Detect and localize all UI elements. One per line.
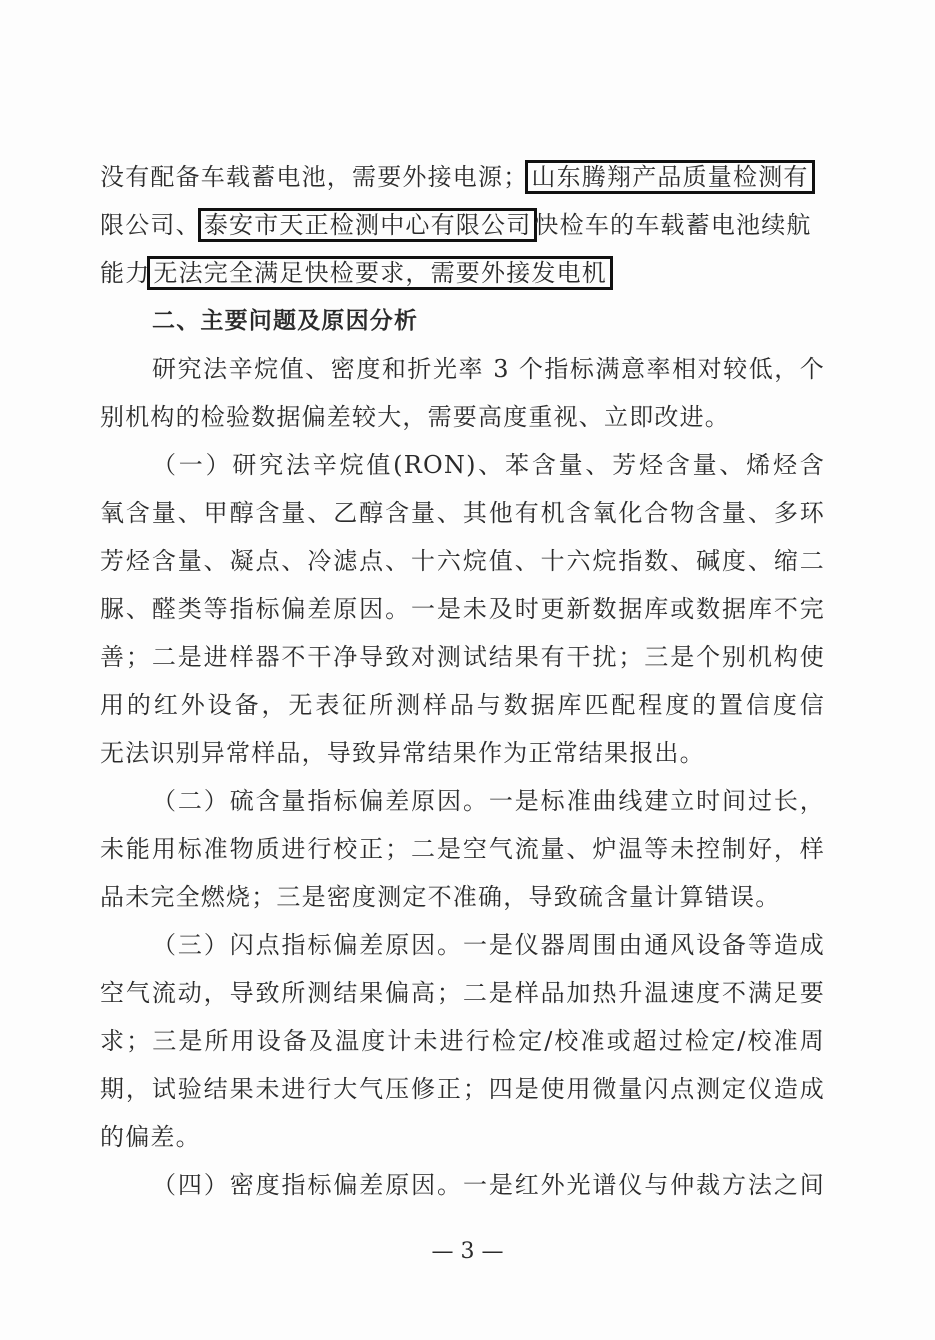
section-heading: 二、主要问题及原因分析 — [152, 308, 419, 334]
text-span: 快检车的车载蓄电池续航 — [534, 211, 812, 239]
paragraph-line: 期，试验结果未进行大气压修正；四是使用微量闪点测定仪造成 — [100, 1075, 825, 1103]
highlight-box-company-1: 山东腾翔产品质量检测有 — [525, 160, 814, 194]
text-span: 限公司、 — [100, 211, 201, 239]
paragraph-line: （四）密度指标偏差原因。一是红外光谱仪与仲裁方法之间 — [152, 1171, 825, 1199]
paragraph-line: 别机构的检验数据偏差较大，需要高度重视、立即改进。 — [100, 403, 730, 431]
page-number: — 3 — — [431, 1239, 504, 1264]
paragraph-line: 的偏差。 — [100, 1123, 201, 1151]
paragraph-line: 未能用标准物质进行校正；二是空气流量、炉温等未控制好，样 — [100, 835, 825, 863]
paragraph-line: 研究法辛烷值、密度和折光率 3 个指标满意率相对较低，个 — [152, 355, 825, 383]
paragraph-line: 用的红外设备，无表征所测样品与数据库匹配程度的置信度信 — [100, 691, 825, 719]
text-span: 没有配备车载蓄电池，需要外接电源； — [100, 163, 529, 191]
paragraph-line: （一）研究法辛烷值(RON)、苯含量、芳烃含量、烯烃含 — [152, 451, 825, 479]
paragraph-line: （二）硫含量指标偏差原因。一是标准曲线建立时间过长， — [152, 787, 825, 815]
text-span: 能力 — [100, 259, 151, 287]
paragraph-line: 品未完全燃烧；三是密度测定不准确，导致硫含量计算错误。 — [100, 883, 781, 911]
paragraph-line: 空气流动，导致所测结果偏高；二是样品加热升温速度不满足要 — [100, 979, 825, 1007]
paragraph-line: （三）闪点指标偏差原因。一是仪器周围由通风设备等造成 — [152, 931, 825, 959]
paragraph-line: 芳烃含量、凝点、冷滤点、十六烷值、十六烷指数、碱度、缩二 — [100, 547, 825, 575]
paragraph-line: 氧含量、甲醇含量、乙醇含量、其他有机含氧化合物含量、多环 — [100, 499, 825, 527]
text-line-1 — [100, 157, 825, 197]
paragraph-line: 善；二是进样器不干净导致对测试结果有干扰；三是个别机构使 — [100, 643, 825, 671]
text-line-2 — [100, 205, 825, 245]
paragraph-line: 脲、醛类等指标偏差原因。一是未及时更新数据库或数据库不完 — [100, 595, 825, 623]
highlight-box-company-2: 泰安市天正检测中心有限公司 — [198, 208, 538, 242]
text-line-3 — [100, 253, 825, 293]
highlight-box-conclusion: 无法完全满足快检要求，需要外接发电机 — [147, 256, 613, 290]
paragraph-line: 求；三是所用设备及温度计未进行检定/校准或超过检定/校准周 — [100, 1027, 825, 1055]
paragraph-line: 无法识别异常样品，导致异常结果作为正常结果报出。 — [100, 739, 705, 767]
